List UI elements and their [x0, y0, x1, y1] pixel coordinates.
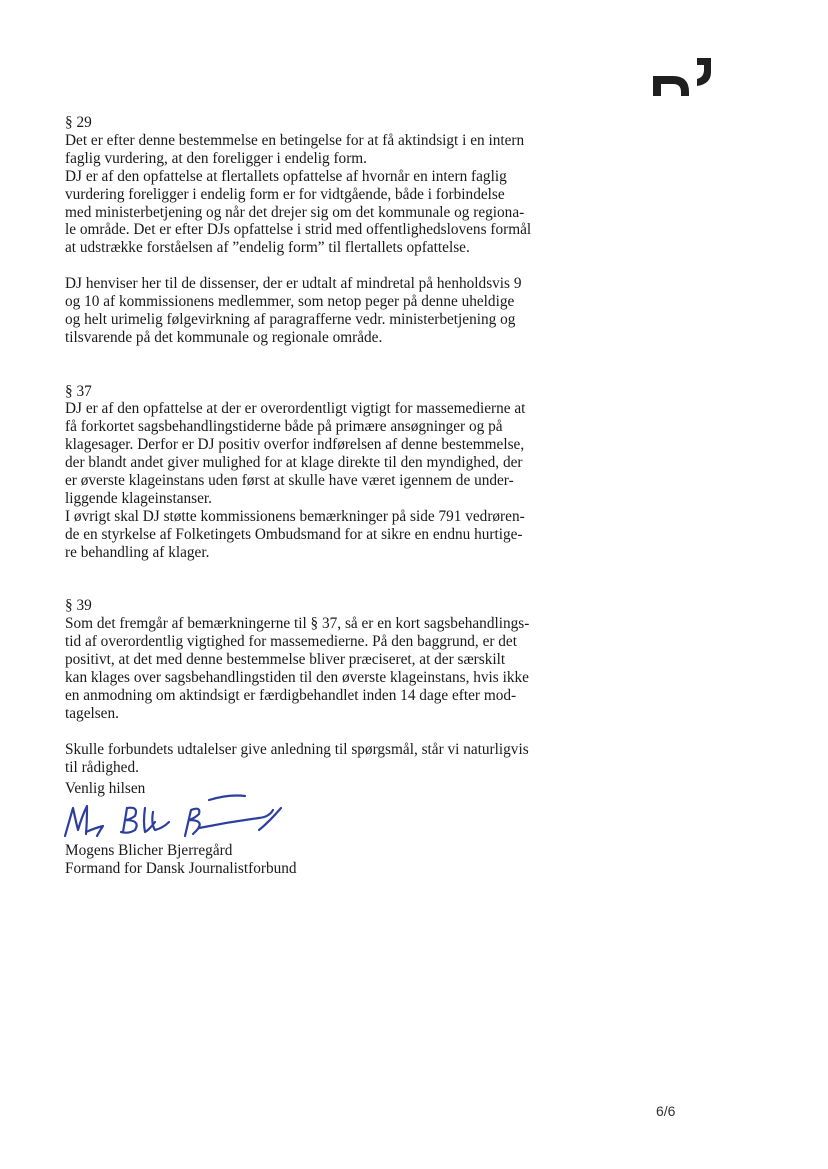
- signature-block: [65, 780, 465, 878]
- section-number: § 37: [65, 382, 92, 400]
- section-39: [65, 597, 585, 722]
- text-line: klagesager. Derfor er DJ positiv overfor indførelsen af denne bestemmelse,: [65, 436, 525, 454]
- signer-title: Formand for Dansk Journalistforbund: [65, 859, 297, 877]
- paragraph: [65, 508, 585, 562]
- text-line: få forkortet sagsbehandlingstiderne både på primære ansøgninger og på: [65, 418, 503, 436]
- text-line: og 10 af kommissionens medlemmer, som netop peger på denne uheldige: [65, 293, 515, 311]
- paragraph: [65, 615, 585, 722]
- paragraph: [65, 168, 585, 258]
- text-line: tagelsen.: [65, 704, 119, 722]
- text-line: DJ henviser her til de dissenser, der er udtalt af mindretal på henholdsvis 9: [65, 275, 522, 293]
- text-line: le område. Det er efter DJs opfattelse i strid med offentlighedslovens formål: [65, 221, 532, 239]
- section-number: § 29: [65, 114, 92, 131]
- section-29: [65, 114, 585, 347]
- section-number: § 39: [65, 597, 92, 615]
- page-number: 6/6: [656, 1103, 676, 1119]
- text-line: og helt urimelig følgevirkning af paragrafferne vedr. ministerbetjening og: [65, 310, 516, 328]
- text-line: Skulle forbundets udtalelser give anledning til spørgsmål, står vi naturligvis: [65, 740, 529, 758]
- text-line: positivt, at det med denne bestemmelse bliver præciseret, at der særskilt: [65, 651, 506, 669]
- text-line: en anmodning om aktindsigt er færdigbehandlet inden 14 dage efter mod-: [65, 686, 517, 704]
- paragraph: [65, 400, 585, 507]
- paragraph: [65, 275, 585, 347]
- section-37: [65, 383, 585, 562]
- text-line: der blandt andet giver mulighed for at klage direkte til den myndighed, der: [65, 454, 523, 472]
- text-line: re behandling af klager.: [65, 543, 210, 561]
- text-line: Det er efter denne bestemmelse en betingelse for at få aktindsigt i en intern: [65, 131, 525, 149]
- text-line: DJ er af den opfattelse at der er overordentligt vigtigt for massemedierne at: [65, 400, 526, 418]
- paragraph: [65, 132, 585, 168]
- text-line: med ministerbetjening og når det drejer sig om det kommunale og regiona-: [65, 203, 525, 221]
- signer-name: Mogens Blicher Bjerregård: [65, 841, 233, 859]
- text-line: DJ er af den opfattelse at flertallets opfattelse af hvornår en intern faglig: [65, 167, 507, 185]
- text-line: kan klages over sagsbehandlingstiden til den øverste klageinstans, hvis ikke: [65, 669, 529, 687]
- closing-paragraph: [65, 741, 585, 777]
- text-line: vurdering foreligger i endelig form er for vidtgående, både i forbindelse: [65, 185, 505, 203]
- text-line: de en styrkelse af Folketingets Ombudsmand for at sikre en endnu hurtige-: [65, 525, 523, 543]
- text-line: I øvrigt skal DJ støtte kommissionens bemærkninger på side 791 vedrøren-: [65, 507, 525, 525]
- text-line: tid af overordentlig vigtighed for massemedierne. På den baggrund, er det: [65, 633, 517, 651]
- handwritten-signature: [59, 792, 289, 842]
- text-line: faglig vurdering, at den foreligger i endelig form.: [65, 149, 368, 167]
- text-line: Som det fremgår af bemærkningerne til § 37, så er en kort sagsbehandlings-: [65, 615, 530, 633]
- dj-logo-icon: [651, 56, 715, 98]
- text-line: at udstrække forståelsen af ”endelig form” til flertallets opfattelse.: [65, 239, 470, 257]
- text-line: er øverste klageinstans uden først at skulle have været igennem de under-: [65, 472, 514, 490]
- letter-body: [65, 114, 585, 776]
- text-line: tilsvarende på det kommunale og regionale område.: [65, 328, 383, 346]
- text-line: til rådighed.: [65, 758, 139, 776]
- text-line: liggende klageinstanser.: [65, 490, 212, 507]
- salutation: Venlig hilsen: [65, 780, 146, 797]
